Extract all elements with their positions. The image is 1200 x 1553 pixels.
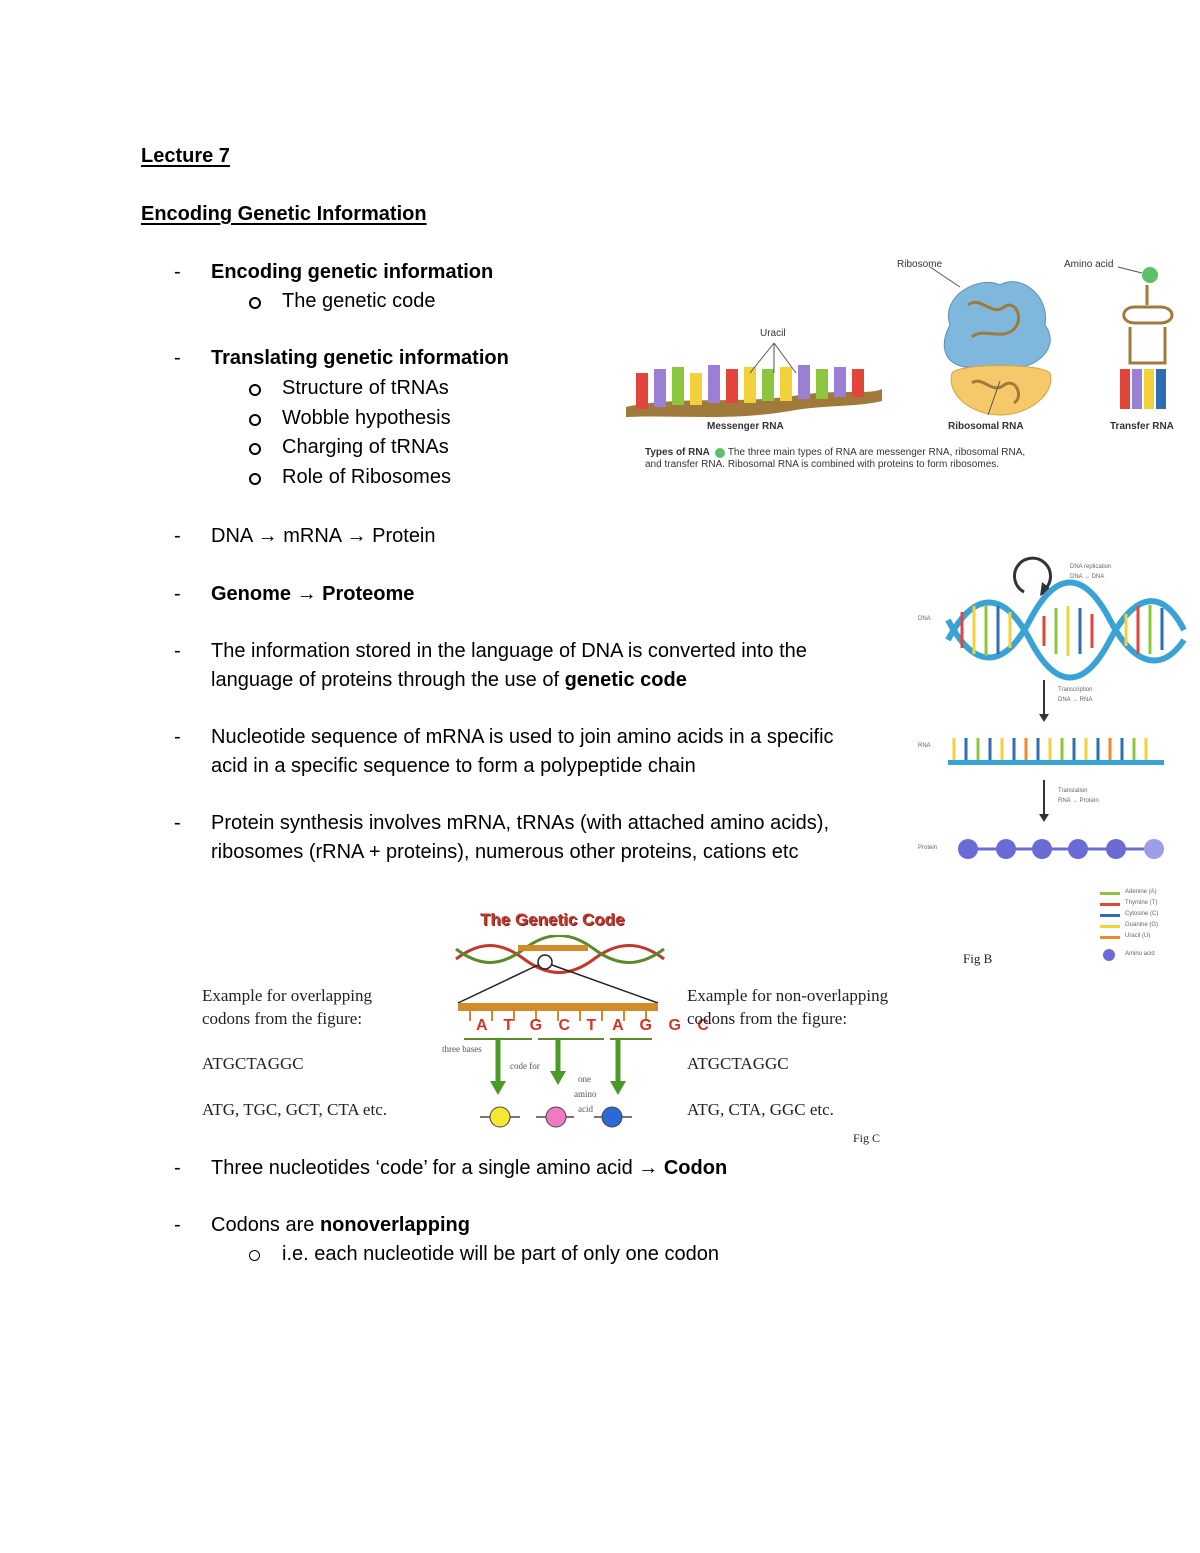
legend-swatch-cytosine <box>1100 914 1120 917</box>
bullet-dash: - <box>174 812 181 834</box>
rna-label: RNA <box>918 743 931 749</box>
legend-swatch-guanine <box>1100 925 1120 928</box>
sub-bullet-marker <box>249 384 261 396</box>
legend-amino-ball <box>1103 949 1115 961</box>
dna-helix <box>948 583 1184 678</box>
bullet-dash: - <box>174 261 181 283</box>
rna-to-protein-label: RNA → Protein <box>1058 798 1099 804</box>
acid-label: acid <box>578 1104 593 1114</box>
bullet-nucleotide-line2: acid in a specific sequence to form a polypeptide chain <box>211 755 696 777</box>
overlap-codons: ATG, TGC, GCT, CTA etc. <box>202 1100 387 1119</box>
bullet-dash: - <box>174 726 181 748</box>
bullet-dash: - <box>174 640 181 662</box>
ribosome-label: Ribosome <box>897 259 943 270</box>
ribosome-shape <box>944 282 1051 415</box>
fig-a-caption-line2: and transfer RNA. Ribosomal RNA is combined with proteins to form ribosomes. <box>645 459 1000 470</box>
lecture-title: Lecture 7 <box>141 145 230 167</box>
bullet-codon: Three nucleotides ‘code’ for a single amino acid → Codon <box>211 1157 728 1179</box>
nonoverlap-codons: ATG, CTA, GGC etc. <box>687 1100 834 1119</box>
sub-bullet-marker <box>249 1250 260 1261</box>
legend-swatch-adenine <box>1100 892 1120 895</box>
sub-bullet-marker <box>249 473 261 485</box>
bullet-dash: - <box>174 1214 181 1236</box>
sub-bullet-marker <box>249 443 261 455</box>
rrna-label: Ribosomal RNA <box>948 421 1024 432</box>
code-for-label: code for <box>510 1061 540 1071</box>
legend-thymine: Thymine (T) <box>1125 900 1158 906</box>
codon-sequence: A T G C T A G G C <box>476 1017 715 1034</box>
legend-amino-acid: Amino acid <box>1125 951 1155 957</box>
overlap-sequence: ATGCTAGGC <box>202 1054 304 1073</box>
nonoverlap-heading-line1: Example for non-overlapping <box>687 986 889 1005</box>
bullet-synthesis-line2: ribosomes (rRNA + proteins), numerous other proteins, cations etc <box>211 841 799 863</box>
one-label: one <box>578 1074 591 1084</box>
overlap-heading-line2: codons from the figure: <box>202 1009 363 1028</box>
sub-bullet-wobble: Wobble hypothesis <box>282 407 451 429</box>
bullet-dash: - <box>174 583 181 605</box>
mrna-label: Messenger RNA <box>707 421 784 432</box>
nonoverlap-sequence: ATGCTAGGC <box>687 1054 789 1073</box>
sub-bullet-marker <box>249 297 261 309</box>
bullet-translating: Translating genetic information <box>211 347 509 369</box>
dna-replication-label: DNA replication <box>1070 564 1112 570</box>
amino-acid-label: Amino acid <box>1064 259 1114 270</box>
amino-label: amino <box>574 1089 597 1099</box>
dna-to-dna-label: DNA → DNA <box>1070 574 1105 580</box>
bullet-dna-mrna-protein: DNA → mRNA → Protein <box>211 525 436 547</box>
protein-label: Protein <box>918 845 938 851</box>
three-bases-label: three bases <box>442 1044 482 1054</box>
trna-shape <box>1120 267 1172 409</box>
trna-label: Transfer RNA <box>1110 421 1174 432</box>
translation-label: Translation <box>1058 788 1088 794</box>
dna-to-rna-label: DNA → RNA <box>1058 697 1093 703</box>
sub-bullet-trna-structure: Structure of tRNAs <box>282 377 449 399</box>
sub-bullet-charging: Charging of tRNAs <box>282 436 449 458</box>
rna-strand <box>948 738 1164 765</box>
bullet-encoding: Encoding genetic information <box>211 261 494 283</box>
legend-cytosine: Cytosine (C) <box>1125 911 1159 917</box>
sub-bullet-one-codon: i.e. each nucleotide will be part of only one codon <box>282 1243 719 1265</box>
section-title: Encoding Genetic Information <box>141 203 427 225</box>
fig-a-caption-line1: Types of RNA The three main types of RNA are messenger RNA, ribosomal RNA, <box>645 447 1026 458</box>
protein-chain <box>958 839 1164 859</box>
central-dogma-illustration <box>944 550 1194 860</box>
uracil-label: Uracil <box>760 328 786 339</box>
transcription-label: Transcription <box>1058 687 1093 693</box>
legend-swatch-thymine <box>1100 903 1120 906</box>
legend-uracil: Uracil (U) <box>1125 933 1151 939</box>
bullet-information-line2: language of proteins through the use of genetic code <box>211 669 687 691</box>
bullet-genome-proteome: Genome → Proteome <box>211 583 415 605</box>
sub-bullet-marker <box>249 414 261 426</box>
legend-swatch-uracil <box>1100 936 1120 939</box>
bullet-dash: - <box>174 525 181 547</box>
bullet-synthesis-line1: Protein synthesis involves mRNA, tRNAs (with attached amino acids), <box>211 812 830 834</box>
sub-bullet-ribosomes: Role of Ribosomes <box>282 466 451 488</box>
bullet-dash: - <box>174 1157 181 1179</box>
legend-adenine: Adenine (A) <box>1125 889 1157 895</box>
dna-label: DNA <box>918 616 931 622</box>
bullet-information-line1: The information stored in the language of DNA is converted into the <box>211 640 807 662</box>
fig-c-caption: Fig C <box>853 1131 881 1145</box>
nonoverlap-heading-line2: codons from the figure: <box>687 1009 848 1028</box>
bullet-nonoverlapping: Codons are nonoverlapping <box>211 1214 470 1236</box>
legend-guanine: Guanine (G) <box>1125 922 1159 928</box>
genetic-code-illustration <box>440 935 670 1135</box>
sub-bullet-genetic-code: The genetic code <box>282 290 436 312</box>
fig-b-caption: Fig B <box>963 951 993 966</box>
genetic-code-title: The Genetic Code <box>480 910 625 929</box>
overlap-heading-line1: Example for overlapping <box>202 986 372 1005</box>
bullet-nucleotide-line1: Nucleotide sequence of mRNA is used to join amino acids in a specific <box>211 726 834 748</box>
bullet-dash: - <box>174 347 181 369</box>
